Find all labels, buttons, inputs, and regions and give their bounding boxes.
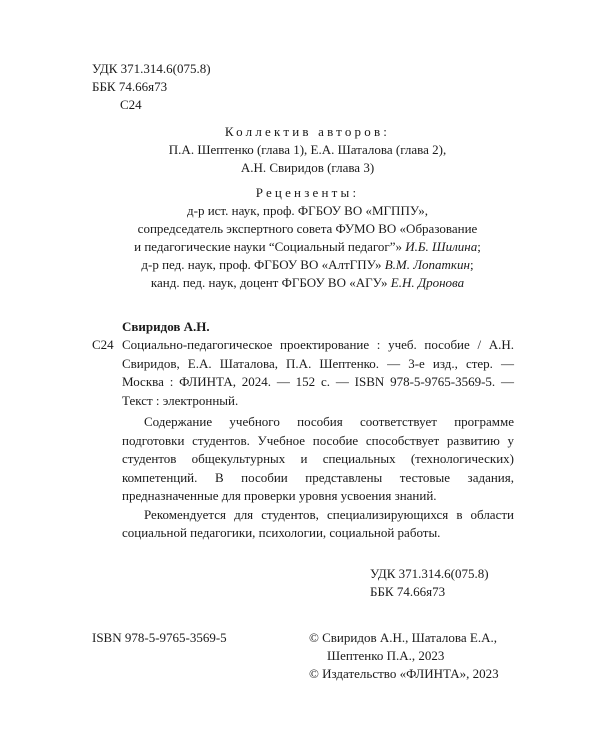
catalog-line-3: Москва : ФЛИНТА, 2024. — 152 с. — ISBN 978-5-9765-3569-5. — [122,374,514,389]
catalog-description [122,336,514,410]
bbk-code-bottom: ББК 74.66я73 [370,584,446,599]
catalog-line-1: Социально-педагогическое проектирование : учеб. пособие / А.Н. [122,337,514,352]
authors-line-1: П.А. Шептенко (глава 1), Е.А. Шаталова (глава 2), [168,142,447,157]
reviewer-1-name: И.Б. Шилина [405,239,478,254]
reviewer-2-line [115,256,500,274]
catalog-mark: С24 [92,337,114,352]
catalog-author [122,318,210,336]
reviewer-2-name: В.М. Лопаткин [384,257,470,272]
annotation [122,413,514,543]
authors-line-2: А.Н. Свиридов (глава 3) [240,160,375,175]
catalog-line-4: Текст : электронный. [122,392,239,408]
reviewer-2-end: ; [469,257,474,272]
reviewer-3-name: Е.Н. Дронова [390,275,465,290]
reviewer-1-line-2: сопредседатель экспертного совета ФУМО ВО «Образование [137,221,478,236]
reviewers-heading: Рецензенты: [255,185,360,200]
annotation-paragraph-2: Рекомендуется для студентов, специализирующихся в области социальной педагогики, психологии, социальной работы. [122,506,514,540]
udk-code-top: УДК 371.314.6(075.8) [92,61,211,76]
reviewer-1-affiliation: и педагогические науки “Социальный педагог”» [134,239,402,254]
catalog-author-name: Свиридов А.Н. [122,319,210,334]
copyright-authors-line-1: © Свиридов А.Н., Шаталова Е.А., [309,630,497,645]
reviewer-3-line [115,274,500,292]
isbn: ISBN 978-5-9765-3569-5 [92,630,227,645]
reviewer-2-affiliation: д-р пед. наук, проф. ФГБОУ ВО «АлтГПУ» [141,257,382,272]
authors-heading: Коллектив авторов: [224,124,391,139]
copyright-authors-line-2: Шептенко П.А., 2023 [327,648,445,663]
author-mark-top: С24 [120,97,142,112]
reviewer-1-line-3 [115,238,500,256]
bbk-code-top: ББК 74.66я73 [92,79,168,94]
udk-code-bottom: УДК 371.314.6(075.8) [370,566,489,581]
reviewer-1-end: ; [477,239,481,254]
copyright-publisher: © Издательство «ФЛИНТА», 2023 [309,666,499,681]
reviewer-3-affiliation: канд. пед. наук, доцент ФГБОУ ВО «АГУ» [150,275,388,290]
reviewer-1-line-1: д-р ист. наук, проф. ФГБОУ ВО «МГППУ», [187,203,428,218]
catalog-line-2: Свиридов, Е.А. Шаталова, П.А. Шептенко. — 3-е изд., стер. — [122,355,514,371]
annotation-paragraph-1: Содержание учебного пособия соответствует программе подготовки студентов. Учебное пособие способствует развитию у студентов общекультурных и специальных (технологических) компетенций. В пособии представлены тестовые задания, предназначенные для проверки уровня усвоения знаний. [122,414,514,503]
